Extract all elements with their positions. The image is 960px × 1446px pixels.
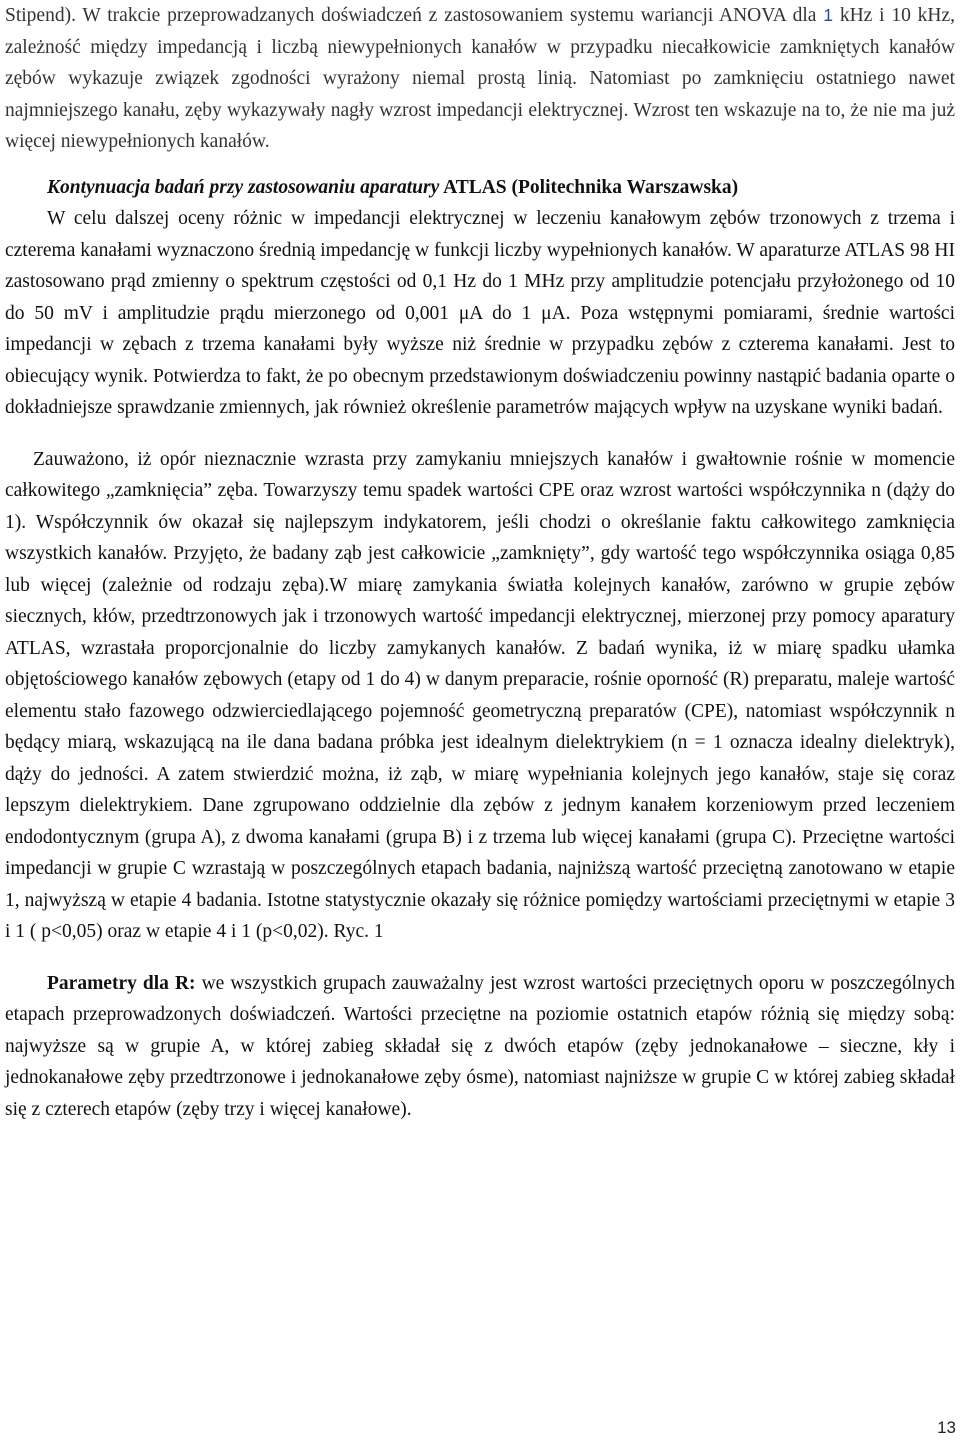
paragraph-parameters-r-label: Parametry dla R: bbox=[47, 972, 196, 994]
section-heading bbox=[5, 172, 955, 204]
paragraph-observations: Zauważono, iż opór nieznacznie wzrasta przy zamykaniu mniejszych kanałów i gwałtownie rośnie w momencie całkowitego „zamknięcia” zęba. Towarzyszy temu spadek wartości CPE oraz wzrost wartości współczynnika n (dąży do 1). Współczynnik ów okazał się najlepszym indykatorem, jeśli chodzi o określanie faktu całkowitego zamknięcia wszystkich kanałów. Przyjęto, że badany ząb jest całkowicie „zamknięty”, gdy wartość tego współczynnika osiąga 0,85 lub więcej (zależnie od rodzaju zęba).W miarę zamykania światła kolejnych kanałów, zarówno w grupie zębów siecznych, kłów, przedtrzonowych jak i trzonowych wartość impedancji elektrycznej, mierzonej przy pomocy aparatury ATLAS, wzrastała proporcjonalnie do liczby zamykanych kanałów. Z badań wynika, iż w miarę spadku ułamka objętościowego kanałów zębowych (etapy od 1 do 4) w danym preparacie, rośnie oporność (R) preparatu, maleje wartość elementu stało fazowego odzwierciedlającego pojemność geometryczną preparatów (CPE), natomiast współczynnik n będący miarą, wskazującą na ile dana badana próbka jest idealnym dielektrykiem (n = 1 oznacza idealny dielektryk), dąży do jedności. A zatem stwierdzić można, iż ząb, w miarę wypełniania kolejnych jego kanałów, staje się coraz lepszym dielektrykiem. Dane zgrupowano oddzielnie dla zębów z jednym kanałem korzeniowym przed leczeniem endodontycznym (grupa A), z dwoma kanałami (grupa B) i z trzema lub więcej kanałami (grupa C). Przeciętne wartości impedancji w grupie C wzrastają w poszczególnych etapach badania, najniższą wartość przeciętną zanotowano w etapie 1, najwyższą w etapie 4 badania. Istotne statystycznie okazały się różnice pomiędzy wartościami przeciętnymi w etapie 3 i 1 ( p<0,05) oraz w etapie 4 i 1 (p<0,02). Ryc. 1 bbox=[5, 448, 955, 942]
paragraph-parameters-r-text: we wszystkich grupach zauważalny jest wzrost wartości przeciętnych oporu w poszczególnych etapach przeprowadzonych doświadczeń. Wartości przeciętne na poziomie ostatnich etapów różnią się między sobą: najwyższe są w grupie A, w której zabieg składał się z dwóch etapów (zęby jednokanałowe – sieczne, kły i jednokanałowe zęby przedtrzonowe i jednokanałowe zęby ósme), natomiast najniższe w grupie C w której zabieg składał się z czterech etapów (zęby trzy i więcej kanałowe). bbox=[5, 972, 956, 1120]
paragraph-anova bbox=[5, 0, 955, 158]
paragraph-parameters-r bbox=[5, 968, 955, 1126]
section-heading-bold: ATLAS (Politechnika Warszawska) bbox=[439, 176, 739, 198]
page-number: 13 bbox=[937, 1418, 956, 1437]
paragraph-anova-start: Stipend). W trakcie przeprowadzanych doświadczeń z zastosowaniem systemu wariancji ANOVA dla bbox=[5, 5, 824, 26]
section-heading-italic: Kontynuacja badań przy zastosowaniu aparatury bbox=[47, 176, 440, 198]
paragraph-anova-rest: kHz i 10 kHz, zależność między impedancją i liczbą niewypełnionych kanałów w przypadku niecałkowicie zamkniętych kanałów zębów wykazuje związek zgodności wyrażony niemal prostą linią. Natomiast po zamknięciu ostatniego nawet najmniejszego kanału, zęby wykazywały nagły wzrost impedancji elektrycznej. Wzrost ten wskazuje na to, że nie ma już więcej niewypełnionych kanałów. bbox=[5, 5, 955, 152]
paragraph-atlas: W celu dalszej oceny różnic w impedancji elektrycznej w leczeniu kanałowym zębów trzonowych z trzema i czterema kanałami wyznaczono średnią impedancję w funkcji liczby wypełnionych kanałów. W aparaturze ATLAS 98 HI zastosowano prąd zmienny o spektrum częstości od 0,1 Hz do 1 MHz przy amplitudzie potencjału przyłożonego od 10 do 50 mV i amplitudzie prądu mierzonego od 0,001 μA do 1 μA. Poza wstępnymi pomiarami, średnie wartości impedancji w zębach z trzema kanałami były wyższe niż średnie w przypadku zębów z czterema kanałami. Jest to obiecujący wynik. Potwierdza to fakt, że po obecnym przedstawionym doświadczeniu powinny nastąpić badania oparte o dokładniejsze sprawdzanie zmiennych, jak również określenie parametrów mających wpływ na uzyskane wyniki badań. bbox=[5, 208, 955, 418]
document-page bbox=[5, 0, 955, 1125]
paragraph-anova-digit: 1 bbox=[823, 5, 834, 25]
